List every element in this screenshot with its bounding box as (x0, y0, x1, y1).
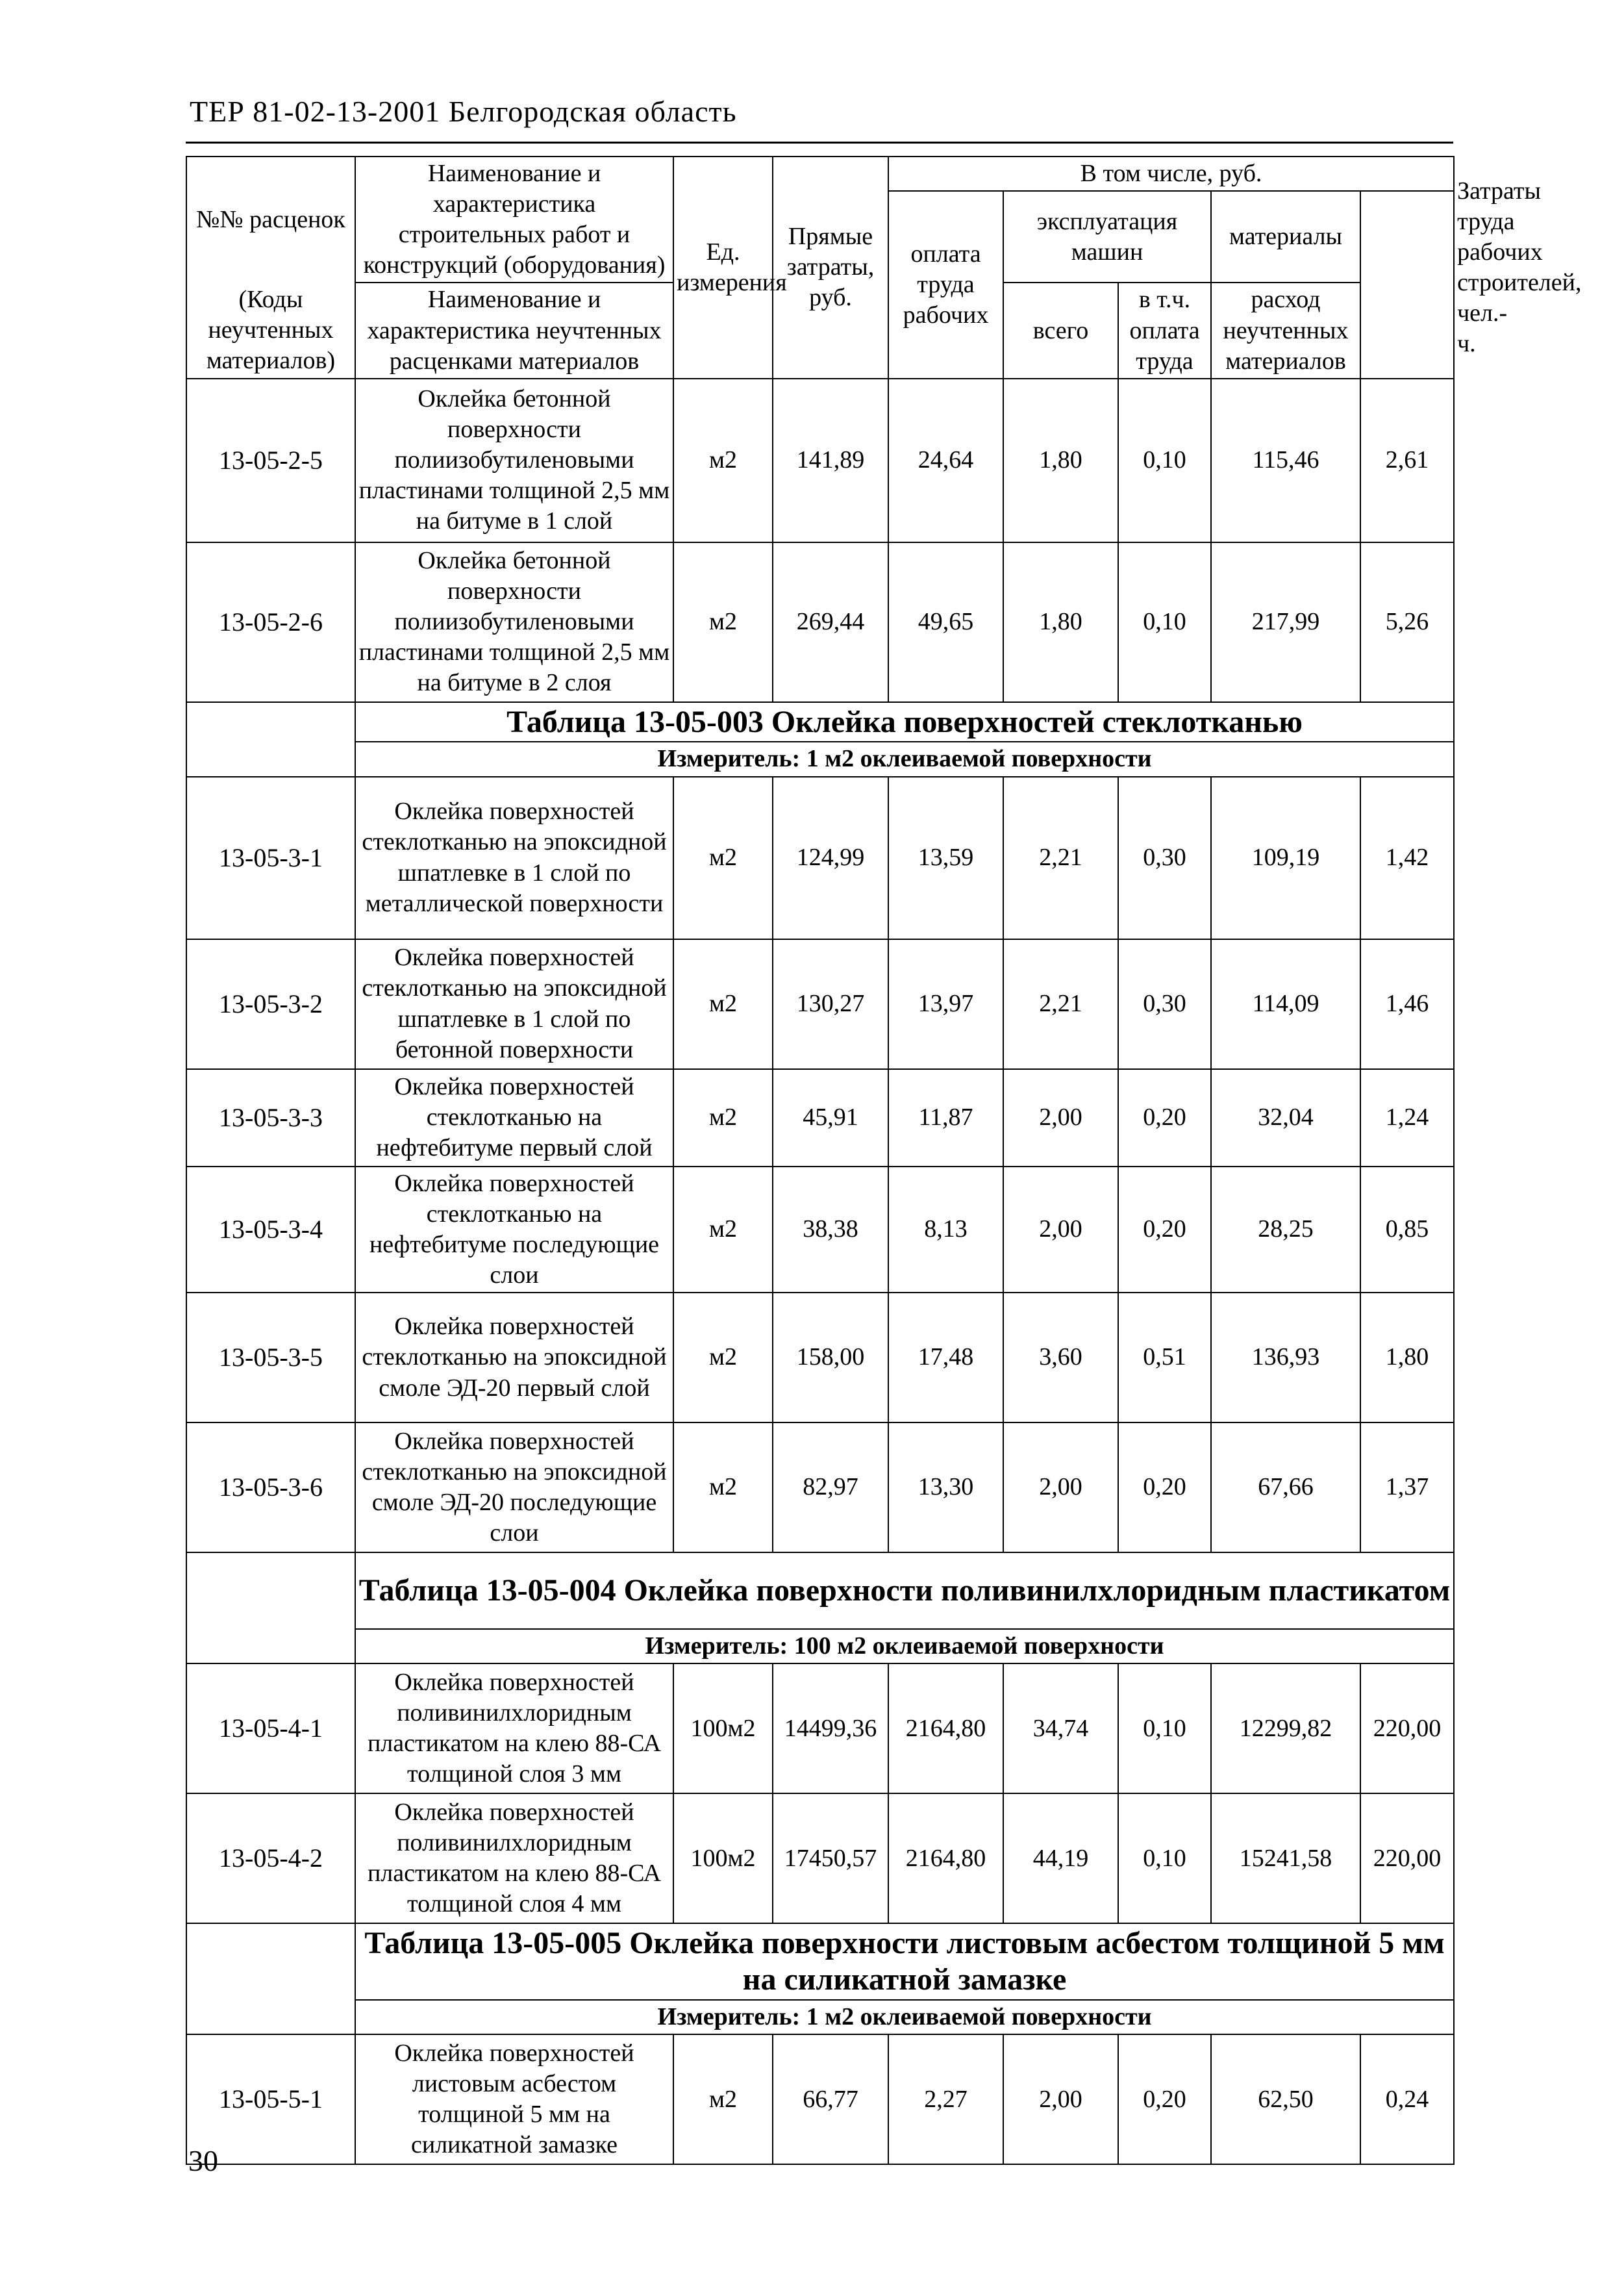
machines-total-cell: 2,00 (1003, 1422, 1118, 1552)
unit-cell: м2 (673, 939, 773, 1069)
machines-total-cell: 3,60 (1003, 1293, 1118, 1422)
unit-cell: м2 (673, 1069, 773, 1167)
table-title-row (186, 702, 1454, 742)
table-title-row (186, 1552, 1454, 1629)
wages-cell: 11,87 (888, 1069, 1003, 1167)
materials-cell: 15241,58 (1211, 1793, 1360, 1923)
machines-total-cell: 1,80 (1003, 379, 1118, 542)
direct-cost-cell: 130,27 (773, 939, 888, 1069)
table-row (186, 1663, 1454, 1793)
col-materials-extra: расход неучтенных материалов (1211, 283, 1360, 378)
labor-cell: 220,00 (1360, 1663, 1454, 1793)
col-direct: Прямые затраты, руб. (773, 157, 888, 379)
wages-cell: 2,27 (888, 2034, 1003, 2164)
direct-cost-cell: 17450,57 (773, 1793, 888, 1923)
col-wages: оплата труда рабочих (888, 191, 1003, 379)
work-name: Оклейка поверхностей поливинилхлоридным пластикатом на клею 88-СА толщиной слоя 3 мм (355, 1663, 673, 1793)
unit-cell: м2 (673, 379, 773, 542)
rate-code: 13-05-3-5 (186, 1293, 355, 1422)
table-title-row (186, 1923, 1454, 2000)
unit-cell: м2 (673, 542, 773, 702)
col-materials: материалы (1211, 191, 1360, 283)
col-code-top: №№ расценок (186, 157, 355, 283)
col-unit: Ед. измерения (673, 157, 773, 379)
col-name-top: Наименование и характеристика строительных работ и конструкций (оборудования) (355, 157, 673, 283)
spacer-cell (186, 702, 355, 777)
measure-label: Измеритель: 100 м2 оклеиваемой поверхности (355, 1629, 1454, 1663)
machines-wages-cell: 0,30 (1118, 777, 1211, 939)
wages-cell: 2164,80 (888, 1663, 1003, 1793)
materials-cell: 109,19 (1211, 777, 1360, 939)
table-row (186, 379, 1454, 542)
work-name: Оклейка поверхностей стеклотканью на нефтебитуме последующие слои (355, 1167, 673, 1293)
machines-total-cell: 2,21 (1003, 939, 1118, 1069)
wages-cell: 13,59 (888, 777, 1003, 939)
direct-cost-cell: 269,44 (773, 542, 888, 702)
col-name-bottom: Наименование и характеристика неучтенных расценками материалов (355, 283, 673, 378)
unit-cell: м2 (673, 2034, 773, 2164)
materials-cell: 67,66 (1211, 1422, 1360, 1552)
col-mach-total: всего (1003, 283, 1118, 378)
rates-table-body (186, 157, 1582, 2164)
wages-cell: 17,48 (888, 1293, 1003, 1422)
machines-wages-cell: 0,20 (1118, 2034, 1211, 2164)
labor-cell: 1,80 (1360, 1293, 1454, 1422)
labor-cell: 5,26 (1360, 542, 1454, 702)
labor-cell: 1,46 (1360, 939, 1454, 1069)
machines-wages-cell: 0,20 (1118, 1422, 1211, 1552)
labor-cell: 1,42 (1360, 777, 1454, 939)
work-name: Оклейка поверхностей стеклотканью на эпоксидной шпатлевке в 1 слой по металлической поверхности (355, 777, 673, 939)
machines-wages-cell: 0,10 (1118, 1793, 1211, 1923)
page-number: 30 (188, 2144, 218, 2177)
direct-cost-cell: 14499,36 (773, 1663, 888, 1793)
rate-code: 13-05-3-2 (186, 939, 355, 1069)
labor-cell: 1,37 (1360, 1422, 1454, 1552)
unit-cell: м2 (673, 1422, 773, 1552)
materials-cell: 114,09 (1211, 939, 1360, 1069)
machines-total-cell: 1,80 (1003, 542, 1118, 702)
materials-cell: 32,04 (1211, 1069, 1360, 1167)
machines-wages-cell: 0,20 (1118, 1167, 1211, 1293)
work-name: Оклейка поверхностей стеклотканью на эпоксидной смоле ЭД-20 последующие слои (355, 1422, 673, 1552)
measure-row (186, 2000, 1454, 2034)
machines-wages-cell: 0,10 (1118, 379, 1211, 542)
table-row (186, 1293, 1454, 1422)
table-row (186, 939, 1454, 1069)
machines-total-cell: 2,00 (1003, 1069, 1118, 1167)
table-title: Таблица 13-05-003 Оклейка поверхностей стеклотканью (355, 702, 1454, 742)
col-incl: В том числе, руб. (888, 157, 1454, 191)
materials-cell: 217,99 (1211, 542, 1360, 702)
rate-code: 13-05-4-1 (186, 1663, 355, 1793)
rate-code: 13-05-2-6 (186, 542, 355, 702)
machines-wages-cell: 0,10 (1118, 542, 1211, 702)
labor-cell: 1,24 (1360, 1069, 1454, 1167)
work-name: Оклейка бетонной поверхности полиизобутиленовыми пластинами толщиной 2,5 мм на битуме в 1 слой (355, 379, 673, 542)
table-title: Таблица 13-05-004 Оклейка поверхности поливинилхлоридным пластикатом (355, 1552, 1454, 1629)
machines-wages-cell: 0,51 (1118, 1293, 1211, 1422)
col-mach-wages: в т.ч. оплата труда (1118, 283, 1211, 378)
table-row (186, 542, 1454, 702)
machines-total-cell: 2,00 (1003, 2034, 1118, 2164)
labor-cell: 0,24 (1360, 2034, 1454, 2164)
table-row (186, 1793, 1454, 1923)
labor-cell: 2,61 (1360, 379, 1454, 542)
direct-cost-cell: 66,77 (773, 2034, 888, 2164)
table-row (186, 1422, 1454, 1552)
measure-row (186, 1629, 1454, 1663)
table-row (186, 1069, 1454, 1167)
work-name: Оклейка поверхностей стеклотканью на эпоксидной смоле ЭД-20 первый слой (355, 1293, 673, 1422)
document-header: ТЕР 81-02-13-2001 Белгородская область (190, 95, 737, 128)
work-name: Оклейка поверхностей листовым асбестом толщиной 5 мм на силикатной замазке (355, 2034, 673, 2164)
rate-code: 13-05-4-2 (186, 1793, 355, 1923)
measure-label: Измеритель: 1 м2 оклеиваемой поверхности (355, 2000, 1454, 2034)
machines-total-cell: 2,21 (1003, 777, 1118, 939)
labor-cell: 0,85 (1360, 1167, 1454, 1293)
wages-cell: 13,30 (888, 1422, 1003, 1552)
materials-cell: 136,93 (1211, 1293, 1360, 1422)
col-machines: эксплуатация машин (1003, 191, 1211, 283)
rates-table (186, 156, 1582, 2165)
materials-cell: 62,50 (1211, 2034, 1360, 2164)
rate-code: 13-05-3-6 (186, 1422, 355, 1552)
rate-code: 13-05-3-1 (186, 777, 355, 939)
machines-total-cell: 2,00 (1003, 1167, 1118, 1293)
unit-cell: 100м2 (673, 1663, 773, 1793)
work-name: Оклейка бетонной поверхности полиизобутиленовыми пластинами толщиной 2,5 мм на битуме в 2 слоя (355, 542, 673, 702)
direct-cost-cell: 158,00 (773, 1293, 888, 1422)
work-name: Оклейка поверхностей стеклотканью на нефтебитуме первый слой (355, 1069, 673, 1167)
direct-cost-cell: 124,99 (773, 777, 888, 939)
work-name: Оклейка поверхностей поливинилхлоридным пластикатом на клею 88-СА толщиной слоя 4 мм (355, 1793, 673, 1923)
machines-wages-cell: 0,10 (1118, 1663, 1211, 1793)
unit-cell: м2 (673, 1293, 773, 1422)
materials-cell: 28,25 (1211, 1167, 1360, 1293)
rate-code: 13-05-5-1 (186, 2034, 355, 2164)
col-code-bottom: (Коды неучтенных материалов) (186, 283, 355, 378)
unit-cell: 100м2 (673, 1793, 773, 1923)
machines-wages-cell: 0,30 (1118, 939, 1211, 1069)
machines-total-cell: 34,74 (1003, 1663, 1118, 1793)
labor-cell: 220,00 (1360, 1793, 1454, 1923)
direct-cost-cell: 141,89 (773, 379, 888, 542)
header-rule (186, 142, 1453, 144)
rate-code: 13-05-2-5 (186, 379, 355, 542)
table-row (186, 1167, 1454, 1293)
spacer-cell (186, 1923, 355, 2034)
table-title: Таблица 13-05-005 Оклейка поверхности листовым асбестом толщиной 5 мм на силикатной замазке (355, 1923, 1454, 2000)
work-name: Оклейка поверхностей стеклотканью на эпоксидной шпатлевке в 1 слой по бетонной поверхности (355, 939, 673, 1069)
wages-cell: 24,64 (888, 379, 1003, 542)
table-row (186, 777, 1454, 939)
materials-cell: 12299,82 (1211, 1663, 1360, 1793)
wages-cell: 49,65 (888, 542, 1003, 702)
rate-code: 13-05-3-3 (186, 1069, 355, 1167)
spacer-cell (186, 1552, 355, 1663)
header-row-1: №№ расценок Наименование и характеристика строительных работ и конструкций (оборудования) Ед. измерения Прямые затраты, руб. В том числе, руб. Затраты труда рабочих строителей, чел.-ч. (186, 157, 1454, 191)
machines-total-cell: 44,19 (1003, 1793, 1118, 1923)
measure-row (186, 742, 1454, 776)
materials-cell: 115,46 (1211, 379, 1360, 542)
measure-label: Измеритель: 1 м2 оклеиваемой поверхности (355, 742, 1454, 776)
table-row (186, 2034, 1454, 2164)
direct-cost-cell: 38,38 (773, 1167, 888, 1293)
unit-cell: м2 (673, 1167, 773, 1293)
wages-cell: 8,13 (888, 1167, 1003, 1293)
direct-cost-cell: 45,91 (773, 1069, 888, 1167)
wages-cell: 13,97 (888, 939, 1003, 1069)
machines-wages-cell: 0,20 (1118, 1069, 1211, 1167)
wages-cell: 2164,80 (888, 1793, 1003, 1923)
unit-cell: м2 (673, 777, 773, 939)
direct-cost-cell: 82,97 (773, 1422, 888, 1552)
rate-code: 13-05-3-4 (186, 1167, 355, 1293)
